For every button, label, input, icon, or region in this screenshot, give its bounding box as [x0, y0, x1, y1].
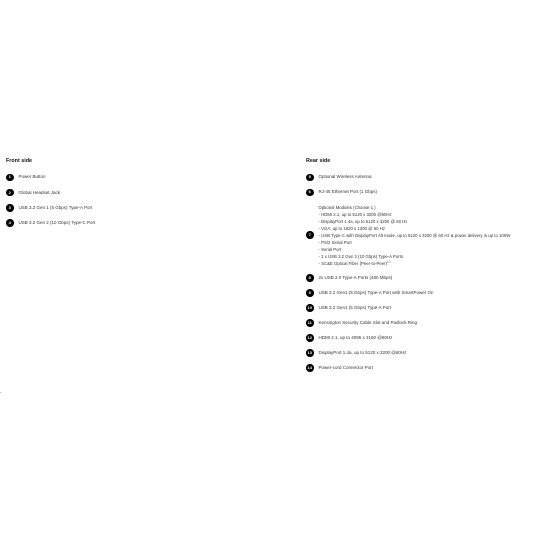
number-badge: 10	[307, 305, 312, 311]
front-side-heading: Front side	[6, 158, 33, 164]
item-label: USB 3.2 Gen1 (5 Gbps) Type-A Port	[318, 305, 391, 311]
module-line: - VGA, up to 1920 x 1200 @ 60 Hz	[318, 225, 385, 231]
item-label: Kensington Security Cable Slot and Padlock Ring	[318, 320, 418, 326]
item-label: Power Button	[18, 174, 46, 180]
item-label: RJ-45 Ethernet Port (1 Gbps)	[318, 189, 378, 195]
item-label: Global Headset Jack	[18, 189, 61, 195]
rear-item-optional-modules	[306, 204, 536, 268]
page-edge-mark	[0, 392, 1, 393]
front-item-usb-c-port	[6, 219, 296, 227]
number-badge: 2	[6, 189, 14, 197]
module-line	[319, 260, 511, 267]
footnote-marker: 1,2	[387, 260, 391, 264]
rear-item-displayport	[306, 349, 536, 357]
rear-item-power-connector	[306, 364, 536, 372]
module-line-text: - SC&E Optical Fiber (Peer-to-Peer)	[318, 261, 388, 267]
rear-item-hdmi	[306, 334, 536, 342]
number-badge: 1	[6, 174, 14, 182]
item-label: DisplayPort 1.4a, up to 5120 x 3200 @60Hz	[318, 350, 407, 356]
module-line: - PS/2 Serial Port	[318, 239, 352, 245]
item-label: Optional Wireless Antenna	[318, 174, 372, 180]
rear-side-heading: Rear side	[306, 158, 331, 164]
front-side-section	[6, 158, 296, 235]
rear-side-section	[306, 158, 536, 379]
item-label: Power-cord Connector Port	[318, 365, 374, 371]
module-line: Optional Modules (Choose 1 )	[318, 204, 376, 210]
number-badge: 14	[307, 365, 312, 371]
rear-item-usb2-ports	[306, 274, 536, 282]
number-badge: 5	[306, 174, 314, 182]
number-badge: 7	[306, 231, 314, 239]
item-label: USB 3.2 Gen 1 (5 Gbps) Type-A Port	[18, 204, 93, 210]
number-badge: 9	[306, 289, 314, 297]
number-badge: 8	[306, 274, 314, 282]
front-item-headset-jack	[6, 189, 296, 197]
item-label: HDMI 2.1, up to 4096 x 2160 @60Hz	[318, 335, 393, 341]
module-line: - HDMI 2.1, up to 5120 x 3200 @60Hz	[318, 211, 392, 217]
front-item-power-button	[6, 174, 296, 182]
front-item-usb-a-port	[6, 204, 296, 212]
rear-item-ethernet-port	[306, 189, 536, 197]
module-line: - USB Type-C with DisplayPort Alt mode, up to 5120 x 3200 @ 60 Hz & power delivery in up to 100W	[318, 232, 511, 238]
rear-item-usb-gen1	[306, 304, 536, 312]
number-badge: 13	[307, 350, 312, 356]
optional-modules-list	[319, 204, 511, 268]
item-label: 2x USB 2.0 Type-A Ports (480 Mbps)	[318, 275, 393, 281]
number-badge: 3	[6, 204, 14, 212]
module-line: - DisplayPort 1.4a, up to 5120 x 3200 @ 60 Hz	[318, 218, 408, 224]
number-badge: 6	[306, 189, 314, 197]
number-badge: 11	[307, 320, 312, 326]
rear-item-kensington-slot	[306, 319, 536, 327]
number-badge: 12	[307, 335, 312, 341]
item-label: USB 3.2 Gen1 (5 Gbps) Type-A Port with SmartPower On	[318, 290, 434, 296]
rear-item-usb-smartpower	[306, 289, 536, 297]
module-line: - Serial Port	[318, 247, 342, 253]
number-badge: 4	[6, 219, 14, 227]
rear-item-wireless-antenna	[306, 174, 536, 182]
module-line: - 2 x USB 3.2 Gen 2 (10 Gbps) Type-A Ports	[318, 254, 403, 260]
item-label: USB 3.2 Gen 2 (10 Gbps) Type-C Port	[18, 220, 96, 226]
